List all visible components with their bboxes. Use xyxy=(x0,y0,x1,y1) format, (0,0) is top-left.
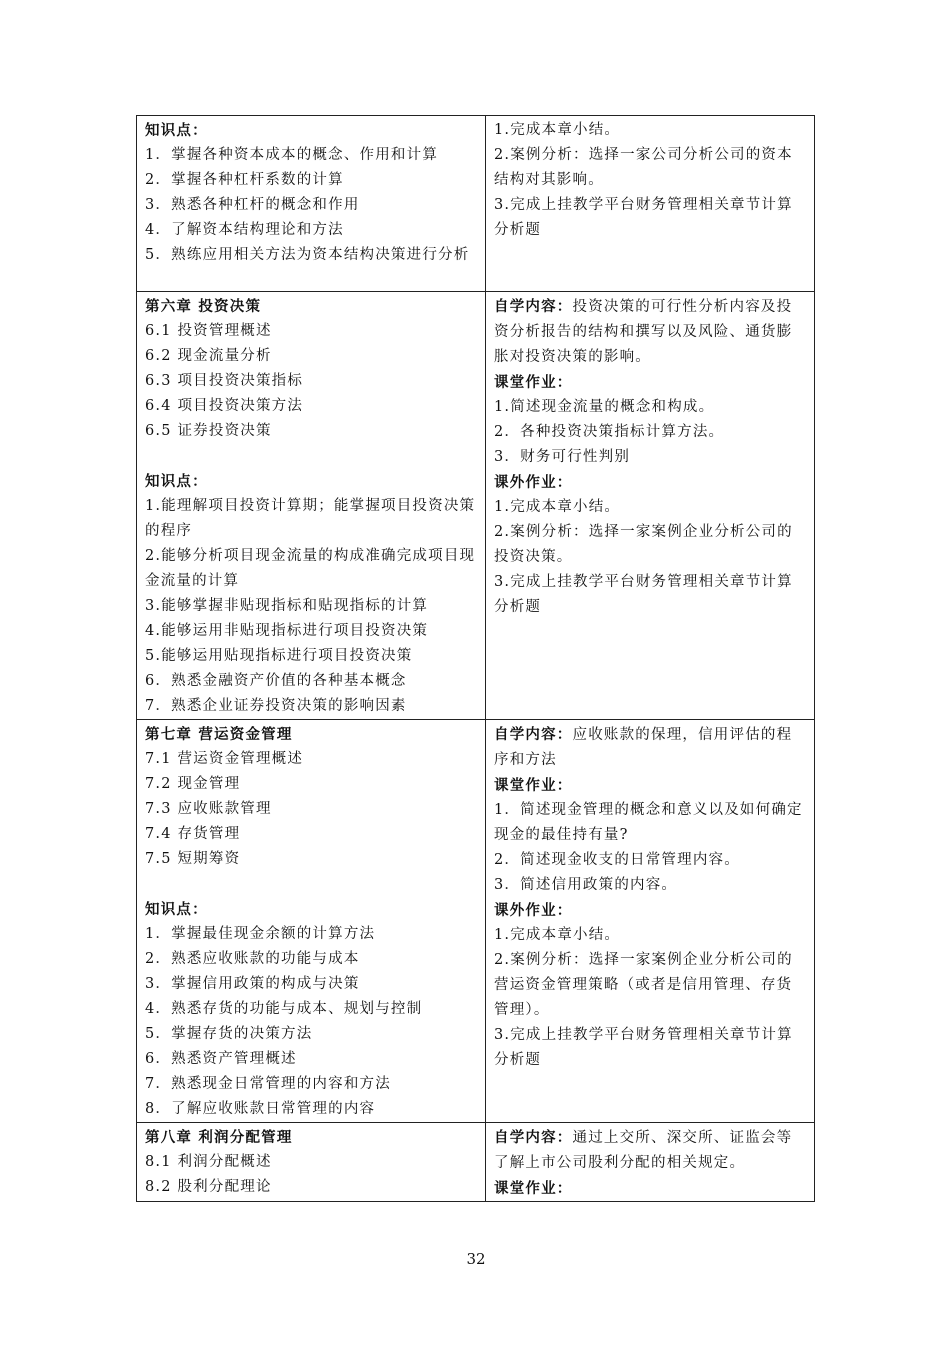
section-item: 7.3 应收账款管理 xyxy=(145,801,272,817)
chapter7-content-cell xyxy=(137,720,486,1123)
knowledge-point: 1．掌握最佳现金余额的计算方法 xyxy=(145,926,376,942)
classwork-item: 3．简述信用政策的内容。 xyxy=(494,877,678,893)
homework-item: 3.完成上挂教学平台财务管理相关章节计算分析题 xyxy=(494,1027,793,1068)
self-study-text: 通过上交所、深交所、证监会等了解上市公司股利分配的相关规定。 xyxy=(494,1130,793,1171)
homework-heading: 课外作业： xyxy=(494,474,573,491)
knowledge-point: 3．熟悉各种杠杆的概念和作用 xyxy=(145,197,360,213)
knowledge-point: 2.能够分析项目现金流量的构成准确完成项目现金流量的计算 xyxy=(145,548,476,589)
knowledge-point: 3.能够掌握非贴现指标和贴现指标的计算 xyxy=(145,598,429,614)
self-study-label: 自学内容： xyxy=(494,726,573,743)
classwork-heading: 课堂作业： xyxy=(494,1180,573,1197)
section-item: 7.5 短期筹资 xyxy=(145,851,241,867)
homework-item: 1.完成本章小结。 xyxy=(494,927,621,943)
homework-item: 2.案例分析：选择一家案例企业分析公司的投资决策。 xyxy=(494,524,793,565)
table-row xyxy=(137,116,815,292)
self-study-text: 应收账款的保理，信用评估的程序和方法 xyxy=(494,727,793,768)
knowledge-point: 5.能够运用贴现指标进行项目投资决策 xyxy=(145,648,413,664)
self-study-text: 投资决策的可行性分析内容及投资分析报告的结构和撰写以及风险、通货膨胀对投资决策的影响。 xyxy=(494,299,793,365)
chapter8-content-cell xyxy=(137,1123,486,1202)
classwork-heading: 课堂作业： xyxy=(494,777,573,794)
knowledge-point: 4.能够运用非贴现指标进行项目投资决策 xyxy=(145,623,429,639)
knowledge-point: 4．了解资本结构理论和方法 xyxy=(145,222,344,238)
knowledge-point: 8．了解应收账款日常管理的内容 xyxy=(145,1101,376,1117)
classwork-item: 3．财务可行性判别 xyxy=(494,449,631,465)
section-item: 7.1 营运资金管理概述 xyxy=(145,751,304,767)
section-item: 7.2 现金管理 xyxy=(145,776,241,792)
knowledge-point: 6．熟悉资产管理概述 xyxy=(145,1051,297,1067)
knowledge-point: 2．熟悉应收账款的功能与成本 xyxy=(145,951,360,967)
table-row xyxy=(137,292,815,720)
knowledge-point: 1.能理解项目投资计算期；能掌握项目投资决策的程序 xyxy=(145,498,476,539)
section-item: 6.4 项目投资决策方法 xyxy=(145,398,304,414)
classwork-item: 1.简述现金流量的概念和构成。 xyxy=(494,399,715,415)
classwork-heading: 课堂作业： xyxy=(494,374,573,391)
chapter-title: 第八章 利润分配管理 xyxy=(145,1129,293,1146)
knowledge-point: 1．掌握各种资本成本的概念、作用和计算 xyxy=(145,147,439,163)
knowledge-point: 5．掌握存货的决策方法 xyxy=(145,1026,313,1042)
section-item: 7.4 存货管理 xyxy=(145,826,241,842)
homework-item: 3.完成上挂教学平台财务管理相关章节计算分析题 xyxy=(494,197,793,238)
chapter5-homework-cell xyxy=(486,116,815,292)
chapter6-assignment-cell xyxy=(486,292,815,720)
section-item: 8.2 股利分配理论 xyxy=(145,1179,272,1195)
homework-item: 1.完成本章小结。 xyxy=(494,122,621,138)
knowledge-point: 3．掌握信用政策的构成与决策 xyxy=(145,976,360,992)
section-item: 6.5 证券投资决策 xyxy=(145,423,272,439)
table-row xyxy=(137,720,815,1123)
homework-item: 1.完成本章小结。 xyxy=(494,499,621,515)
section-item: 6.3 项目投资决策指标 xyxy=(145,373,304,389)
knowledge-point: 7．熟悉现金日常管理的内容和方法 xyxy=(145,1076,391,1092)
homework-item: 3.完成上挂教学平台财务管理相关章节计算分析题 xyxy=(494,574,793,615)
self-study-label: 自学内容： xyxy=(494,298,573,315)
self-study-paragraph xyxy=(494,294,807,370)
chapter-title: 第七章 营运资金管理 xyxy=(145,726,293,743)
homework-item: 2.案例分析：选择一家公司分析公司的资本结构对其影响。 xyxy=(494,147,793,188)
spacer xyxy=(145,872,478,897)
knowledge-point: 4．熟悉存货的功能与成本、规划与控制 xyxy=(145,1001,423,1017)
knowledge-point: 2．掌握各种杠杆系数的计算 xyxy=(145,172,344,188)
classwork-item: 2．简述现金收支的日常管理内容。 xyxy=(494,852,740,868)
classwork-item: 2．各种投资决策指标计算方法。 xyxy=(494,424,725,440)
chapter-title: 第六章 投资决策 xyxy=(145,298,262,315)
spacer xyxy=(145,444,478,469)
section-item: 6.2 现金流量分析 xyxy=(145,348,272,364)
section-item: 6.1 投资管理概述 xyxy=(145,323,272,339)
chapter8-assignment-cell xyxy=(486,1123,815,1202)
chapter5-knowledge-cell xyxy=(137,116,486,292)
homework-heading: 课外作业： xyxy=(494,902,573,919)
knowledge-points-heading: 知识点： xyxy=(145,473,208,490)
knowledge-point: 7．熟悉企业证券投资决策的影响因素 xyxy=(145,698,407,714)
chapter7-assignment-cell xyxy=(486,720,815,1123)
knowledge-points-heading: 知识点： xyxy=(145,122,208,139)
self-study-paragraph xyxy=(494,1125,807,1176)
syllabus-table xyxy=(136,115,815,1202)
chapter6-content-cell xyxy=(137,292,486,720)
knowledge-points-heading: 知识点： xyxy=(145,901,208,918)
self-study-label: 自学内容： xyxy=(494,1129,573,1146)
knowledge-point: 6．熟悉金融资产价值的各种基本概念 xyxy=(145,673,407,689)
page-number: 32 xyxy=(466,1250,486,1268)
homework-item: 2.案例分析：选择一家案例企业分析公司的营运资金管理策略（或者是信用管理、存货管理）。 xyxy=(494,952,793,1018)
knowledge-point: 5．熟练应用相关方法为资本结构决策进行分析 xyxy=(145,247,470,263)
section-item: 8.1 利润分配概述 xyxy=(145,1154,272,1170)
table-row xyxy=(137,1123,815,1202)
classwork-item: 1．简述现金管理的概念和意义以及如何确定现金的最佳持有量? xyxy=(494,802,803,843)
self-study-paragraph xyxy=(494,722,807,773)
